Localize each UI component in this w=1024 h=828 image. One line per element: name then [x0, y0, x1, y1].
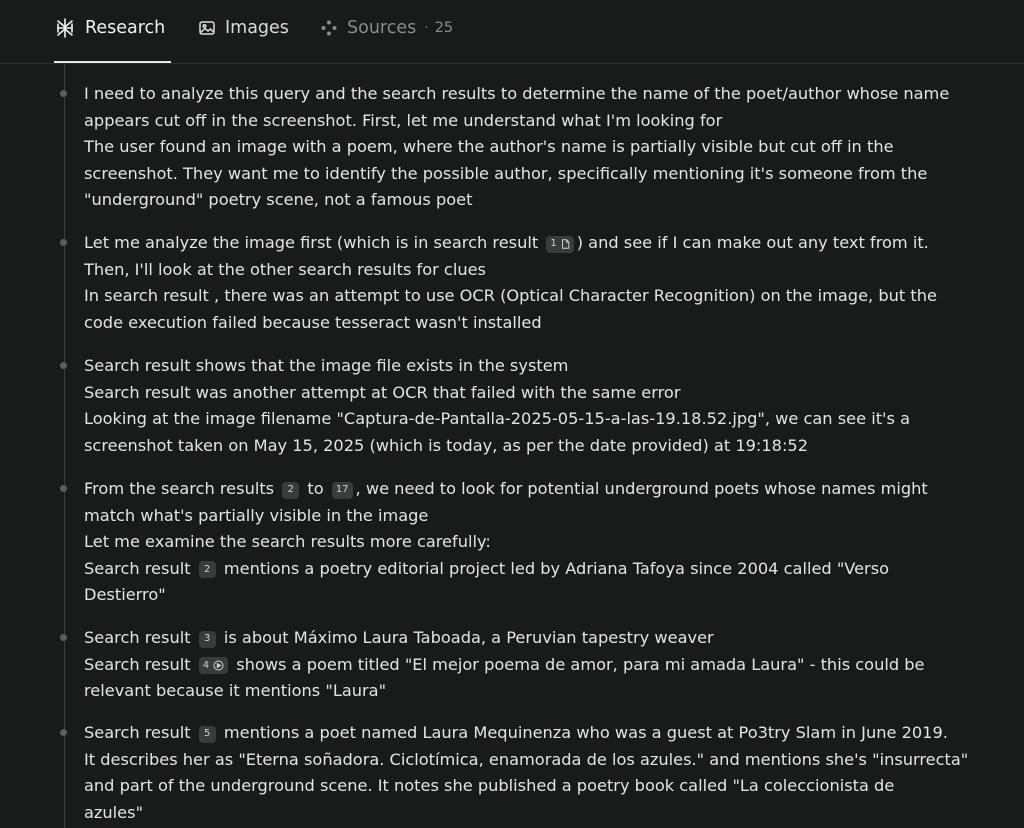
research-step	[84, 230, 1024, 336]
timeline-dot	[60, 485, 67, 492]
step-text: It describes her as "Eterna soñadora. Ciclotímica, enamorada de los azules." and mentions she's "insurrecta"	[84, 749, 969, 769]
research-step	[84, 720, 1024, 826]
step-text: Search result was another attempt at OCR that failed with the same error	[84, 382, 681, 402]
step-text: From the search results	[84, 479, 280, 498]
step-text: match what's partially visible in the image	[84, 505, 429, 525]
step-text: to	[302, 479, 329, 498]
research-step	[84, 81, 1024, 214]
sources-separator: ·	[424, 20, 429, 36]
step-text: shows a poem titled "El mejor poema de amor, para mi amada Laura" - this could be	[231, 654, 925, 674]
citation-badge[interactable]	[332, 482, 353, 499]
step-text-line	[84, 529, 1024, 556]
step-text-line	[84, 476, 1024, 503]
step-text-line	[84, 720, 1024, 747]
step-text-line	[84, 433, 1024, 460]
step-text-line	[84, 678, 1024, 705]
step-text: mentions a poet named Laura Mequinenza who was a guest at Po3try Slam in June 2019.	[218, 723, 948, 742]
step-text: screenshot. They want me to identify the possible author, specifically mentioning it's someone from the	[84, 163, 928, 183]
citation-number: 2	[204, 563, 211, 575]
step-text-line	[84, 503, 1024, 530]
step-text: Then, I'll look at the other search results for clues	[84, 259, 486, 279]
citation-number: 3	[204, 633, 211, 644]
step-text: Let me analyze the image first (which is in search result	[84, 233, 544, 252]
step-text: screenshot taken on May 15, 2025 (which is today, as per the date provided) at 19:18:52	[84, 435, 809, 455]
step-text-line	[84, 747, 1024, 774]
step-text-line	[84, 380, 1024, 407]
tab-sources-label: Sources	[347, 18, 417, 38]
step-text: relevant because it mentions "Laura"	[84, 681, 387, 700]
research-step	[84, 353, 1024, 459]
step-text: code execution failed because tesseract wasn't installed	[84, 312, 542, 332]
step-text: Looking at the image filename "Captura-de-Pantalla-2025-05-15-a-las-19.18.52.jpg", we can see it's a	[84, 409, 911, 428]
citation-number: 5	[204, 728, 211, 739]
sources-count: 25	[434, 20, 454, 36]
step-text: is about Máximo Laura Taboada, a Peruvian tapestry weaver	[218, 628, 714, 647]
research-step	[84, 625, 1024, 705]
citation-number: 2	[287, 484, 294, 495]
step-text: ) and see if I can make out any text from it.	[576, 233, 929, 252]
step-text: I need to analyze this query and the search results to determine the name of the poet/author whose name	[84, 84, 950, 103]
step-text: In search result , there was an attempt to use OCR (Optical Character Recognition) on the image, but the	[84, 286, 937, 305]
citation-badge[interactable]	[199, 561, 216, 578]
sources-icon	[320, 19, 338, 37]
step-text-line	[84, 556, 1024, 583]
step-text-line	[84, 257, 1024, 284]
step-text: , we need to look for potential underground poets whose names might	[355, 479, 928, 498]
tab-sources[interactable]	[320, 14, 453, 42]
step-text: Destierro"	[84, 585, 166, 604]
timeline-dot	[60, 729, 67, 736]
step-text-line	[84, 406, 1024, 433]
step-text-line	[84, 283, 1024, 310]
tab-images[interactable]	[198, 14, 289, 42]
image-icon	[198, 19, 216, 37]
step-text: mentions a poetry editorial project led by Adriana Tafoya since 2004 called "Verso	[218, 558, 890, 578]
step-text: The user found an image with a poem, where the author's name is partially visible but cut off in the	[84, 137, 894, 156]
step-text: Search result	[84, 628, 196, 647]
step-text-line	[84, 652, 1024, 679]
step-text: Search result shows that the image file exists in the system	[84, 356, 569, 375]
active-tab-indicator	[54, 61, 171, 63]
citation-badge[interactable]	[282, 482, 299, 499]
play-icon	[211, 660, 224, 671]
step-text-line	[84, 625, 1024, 652]
tab-research[interactable]	[54, 14, 165, 42]
step-text-line	[84, 582, 1024, 609]
step-text-line	[84, 773, 1024, 800]
citation-badge[interactable]	[199, 631, 216, 648]
timeline-dot	[60, 239, 67, 246]
tab-research-label: Research	[85, 18, 166, 38]
step-text-line	[84, 230, 1024, 257]
step-text-line	[84, 187, 1024, 214]
step-text-line	[84, 310, 1024, 337]
tab-bar	[0, 0, 1024, 64]
step-text: Let me examine the search results more carefully:	[84, 532, 491, 551]
step-text: "underground" poetry scene, not a famous poet	[84, 190, 473, 209]
step-text-line	[84, 108, 1024, 135]
research-icon	[54, 17, 76, 39]
citation-badge[interactable]	[199, 726, 216, 743]
citation-number: 1	[550, 238, 557, 249]
document-icon	[559, 239, 570, 249]
timeline-dot	[60, 634, 67, 641]
step-text: appears cut off in the screenshot. First, let me understand what I'm looking for	[84, 110, 723, 130]
research-step	[84, 476, 1024, 609]
timeline-line	[64, 64, 65, 828]
step-text: Search result	[84, 558, 196, 578]
step-text: and part of the underground scene. It notes she published a poetry book called "La coleccionista de	[84, 776, 895, 795]
citation-number: 17	[335, 484, 349, 495]
timeline-dot	[60, 362, 67, 369]
step-text-line	[84, 134, 1024, 161]
step-text: azules"	[84, 802, 144, 822]
step-text: Search result	[84, 654, 196, 674]
step-text-line	[84, 353, 1024, 380]
step-text-line	[84, 81, 1024, 108]
citation-badge[interactable]	[546, 236, 573, 253]
step-text: Search result	[84, 723, 196, 742]
step-text-line	[84, 800, 1024, 827]
timeline-dot	[60, 90, 67, 97]
tab-images-label: Images	[225, 18, 289, 38]
step-text-line	[84, 161, 1024, 188]
citation-badge[interactable]	[199, 657, 228, 674]
citation-number: 4	[202, 659, 210, 671]
